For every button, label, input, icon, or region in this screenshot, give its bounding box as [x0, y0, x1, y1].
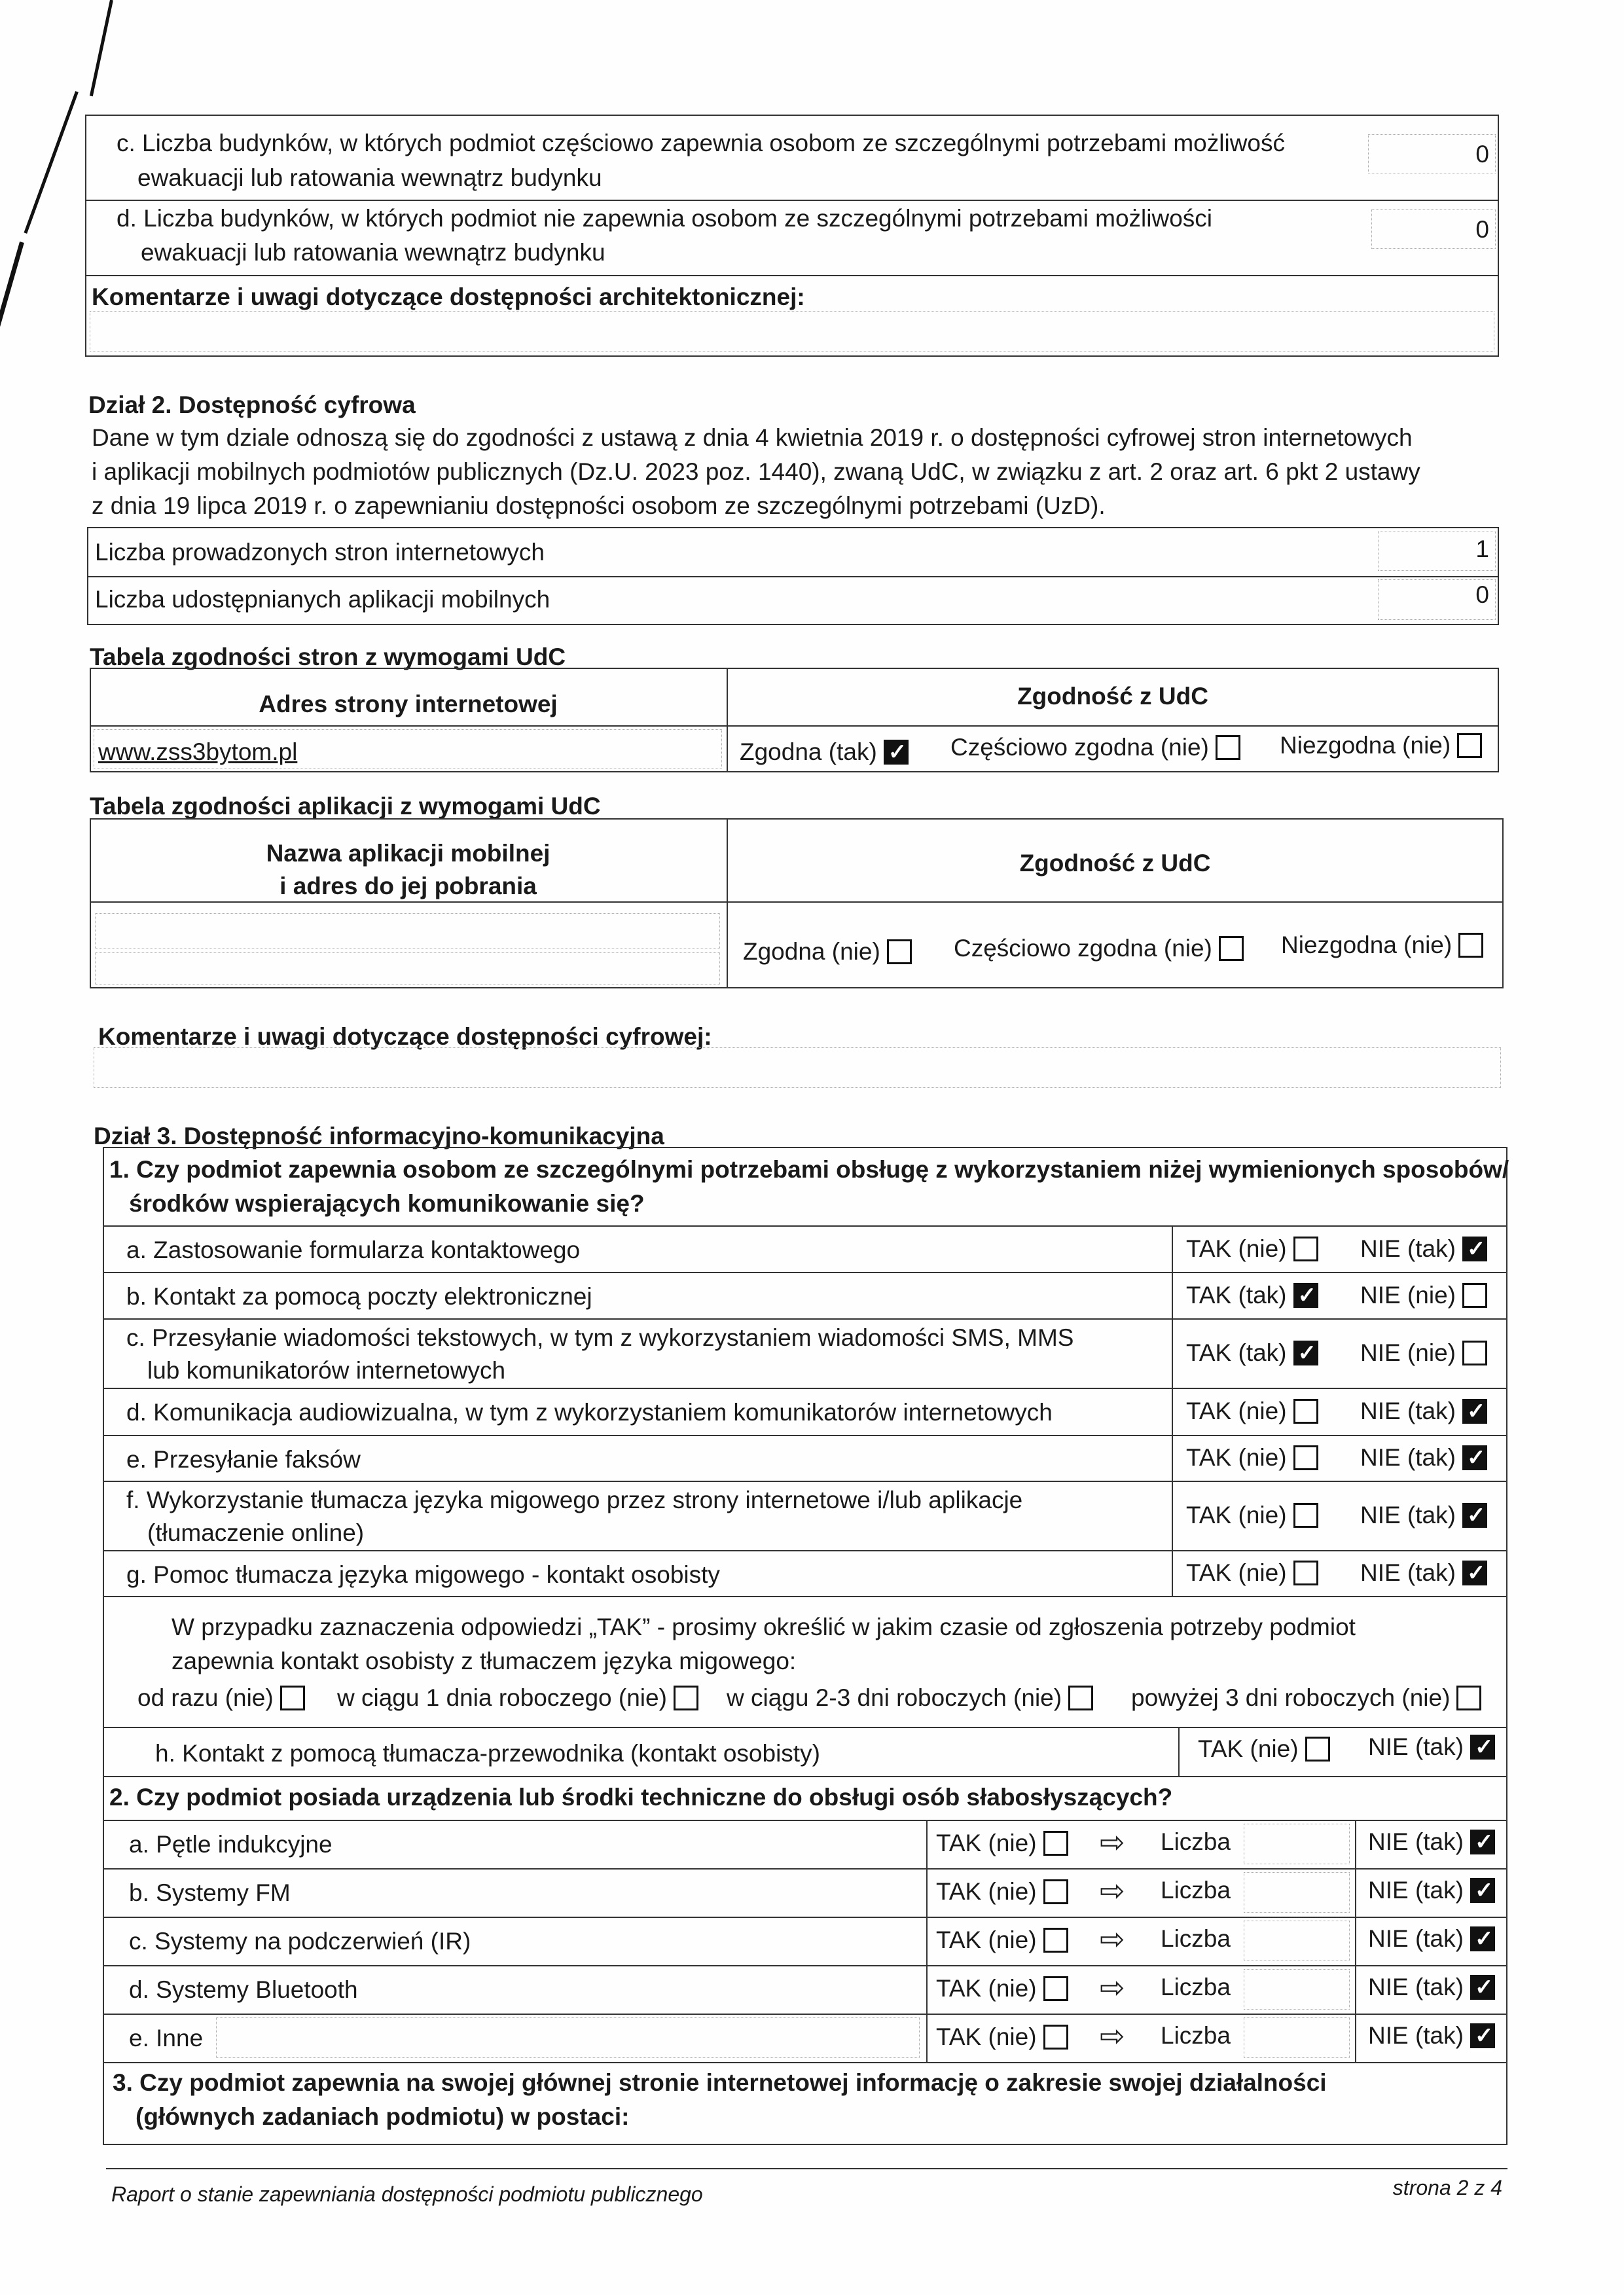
q1-row-label: d. Komunikacja audiowizualna, w tym z wykorzystaniem komunikatorów internetowych	[126, 1399, 1053, 1426]
q1-row-tak-label: TAK (tak)	[1186, 1281, 1287, 1309]
checkbox-checked-icon[interactable]	[1470, 1830, 1495, 1854]
q2-row-label: c. Systemy na podczerwień (IR)	[129, 1928, 471, 1955]
checkbox-checked-icon[interactable]	[1462, 1445, 1487, 1470]
q2-row-label: a. Pętle indukcyjne	[129, 1831, 333, 1858]
q1-row-tak-label: TAK (nie)	[1186, 1502, 1287, 1528]
checkbox-empty-icon[interactable]	[887, 939, 912, 964]
q1-row-nie-option[interactable]	[1360, 1396, 1487, 1427]
checkbox-checked-icon[interactable]	[1470, 1878, 1495, 1903]
checkbox-empty-icon[interactable]	[1462, 1341, 1487, 1365]
section2-intro-3: z dnia 19 lipca 2019 r. o zapewnianiu dostępności osobom ze szczególnymi potrzebami (UzD).	[92, 492, 1106, 519]
app-partial-label: Częściowo zgodna (nie)	[954, 935, 1212, 962]
q1-row-tak-label: TAK (nie)	[1186, 1559, 1287, 1586]
checkbox-checked-icon[interactable]	[1462, 1561, 1487, 1585]
h-row-nie-option[interactable]	[1368, 1731, 1495, 1763]
q1-row-nie-label: NIE (tak)	[1360, 1559, 1456, 1586]
q2-row-tak-label: TAK (nie)	[936, 1975, 1037, 2002]
checkbox-checked-icon[interactable]	[1462, 1399, 1487, 1424]
q1-row-nie-label: NIE (nie)	[1360, 1281, 1456, 1309]
web-noncompliant-option[interactable]	[1280, 730, 1482, 761]
app-table-title: Tabela zgodności aplikacji z wymogami UdC	[90, 793, 601, 820]
q2-row-nie-label: NIE (tak)	[1368, 1974, 1464, 2000]
h-row-nie-label: NIE (tak)	[1368, 1733, 1464, 1760]
q1-row-nie-option[interactable]	[1360, 1500, 1487, 1531]
checkbox-empty-icon[interactable]	[1043, 1879, 1068, 1904]
web-address[interactable]: www.zss3bytom.pl	[98, 738, 298, 765]
checkbox-checked-icon[interactable]	[1470, 1975, 1495, 2000]
checkbox-empty-icon[interactable]	[1458, 933, 1483, 958]
footer-title: Raport o stanie zapewniania dostępności podmiotu publicznego	[111, 2182, 703, 2206]
section2-heading: Dział 2. Dostępność cyfrowa	[88, 391, 416, 418]
checkbox-empty-icon[interactable]	[280, 1686, 305, 1710]
g-time-label: powyżej 3 dni roboczych (nie)	[1131, 1684, 1451, 1711]
checkbox-empty-icon[interactable]	[1293, 1503, 1318, 1528]
app-noncompliant-label: Niezgodna (nie)	[1281, 931, 1453, 958]
q2-row-tak-label: TAK (nie)	[936, 2023, 1037, 2050]
q2-count-field[interactable]	[1244, 1872, 1350, 1913]
q1-row-label: a. Zastosowanie formularza kontaktowego	[126, 1237, 581, 1263]
q1-row-label-cont: (tłumaczenie online)	[147, 1519, 365, 1546]
q2-row-tak-option[interactable]	[936, 1973, 1068, 2004]
q1-row-tak-option[interactable]	[1186, 1337, 1318, 1369]
app-noncompliant-option[interactable]	[1281, 930, 1483, 961]
websites-count-value: 1	[1475, 535, 1489, 562]
q2-count-label: Liczba	[1161, 1828, 1231, 1855]
checkbox-checked-icon[interactable]	[1470, 1926, 1495, 1951]
q2-count-field[interactable]	[1244, 1824, 1350, 1864]
checkbox-checked-icon[interactable]	[1470, 2023, 1495, 2048]
q2-count-label: Liczba	[1161, 1974, 1231, 2000]
app-col-compliance-header: Zgodność z UdC	[1019, 850, 1211, 876]
q2-row-tak-option[interactable]	[936, 1828, 1068, 1859]
checkbox-empty-icon[interactable]	[1293, 1561, 1318, 1585]
app-name-field[interactable]	[95, 913, 720, 949]
q1-row-nie-option[interactable]	[1360, 1337, 1487, 1369]
h-row-tak-label: TAK (nie)	[1198, 1735, 1299, 1762]
building-d-label-cont: ewakuacji lub ratowania wewnątrz budynku	[141, 239, 605, 266]
g-note-1: W przypadku zaznaczenia odpowiedzi „TAK” - prosimy określić w jakim czasie od zgłoszenia potrzeby podmiot	[171, 1614, 1356, 1640]
web-partial-label: Częściowo zgodna (nie)	[950, 734, 1209, 761]
g-time-label: w ciągu 1 dnia roboczego (nie)	[337, 1684, 667, 1711]
q2-count-field[interactable]	[1244, 2017, 1350, 2058]
q2-row-tak-option[interactable]	[936, 1876, 1068, 1907]
q2-row-tak-option[interactable]	[936, 1925, 1068, 1956]
web-partial-option[interactable]	[950, 732, 1240, 763]
q1-row-tak-option[interactable]	[1186, 1557, 1318, 1589]
building-c-label: c. Liczba budynków, w których podmiot częściowo zapewnia osobom ze szczególnymi potrzebami możliwość	[117, 130, 1285, 156]
building-d-value: 0	[1475, 216, 1489, 243]
section2-intro-2: i aplikacji mobilnych podmiotów publicznych (Dz.U. 2023 poz. 1440), zwaną UdC, w związku z art. 2 oraz art. 6 pkt 2 ustawy	[92, 458, 1420, 485]
app-compliant-option[interactable]	[743, 936, 912, 967]
checkbox-checked-icon[interactable]	[1470, 1735, 1495, 1760]
q2-row-label: b. Systemy FM	[129, 1879, 291, 1906]
web-noncompliant-label: Niezgodna (nie)	[1280, 732, 1451, 759]
building-d-label: d. Liczba budynków, w których podmiot nie zapewnia osobom ze szczególnymi potrzebami możliwości	[117, 205, 1212, 232]
checkbox-empty-icon[interactable]	[1293, 1399, 1318, 1424]
q2-row-nie-label: NIE (tak)	[1368, 1877, 1464, 1904]
checkbox-empty-icon[interactable]	[1219, 936, 1244, 961]
g-time-option[interactable]	[727, 1682, 1093, 1714]
q2-count-field[interactable]	[1244, 1969, 1350, 2010]
arrow-right-icon: ⇨	[1100, 1970, 1125, 2004]
checkbox-empty-icon[interactable]	[1305, 1737, 1330, 1762]
app-url-field[interactable]	[95, 952, 720, 985]
q2-row-nie-option[interactable]	[1368, 1875, 1495, 1906]
q1-text-1: 1. Czy podmiot zapewnia osobom ze szczególnymi potrzebami obsługę z wykorzystaniem niżej wymienionych sposobów/	[109, 1156, 1509, 1183]
q1-row-label: e. Przesyłanie faksów	[126, 1446, 361, 1473]
building-c-value: 0	[1475, 141, 1489, 168]
q1-row-tak-option[interactable]	[1186, 1233, 1318, 1265]
app-col-name-header-1: Nazwa aplikacji mobilnej	[266, 840, 550, 867]
web-col-compliance-header: Zgodność z UdC	[1017, 683, 1208, 710]
footer-page-number: strona 2 z 4	[1392, 2176, 1502, 2199]
checkbox-empty-icon[interactable]	[1043, 1976, 1068, 2001]
checkbox-empty-icon[interactable]	[1068, 1686, 1093, 1710]
footer-rule	[106, 2168, 1507, 2169]
q1-row-nie-option[interactable]	[1360, 1442, 1487, 1473]
q1-row-tak-option[interactable]	[1186, 1280, 1318, 1311]
q1-row-label-cont: lub komunikatorów internetowych	[147, 1357, 506, 1384]
arch-comments-field[interactable]	[90, 311, 1494, 352]
checkbox-checked-icon[interactable]	[884, 740, 909, 765]
digital-comments-label: Komentarze i uwagi dotyczące dostępności cyfrowej:	[98, 1023, 712, 1050]
checkbox-empty-icon[interactable]	[674, 1686, 698, 1710]
app-col-name-header-2: i adres do jej pobrania	[280, 873, 537, 899]
apps-count-label: Liczba udostępnianych aplikacji mobilnych	[95, 586, 550, 613]
q1-row-tak-option[interactable]	[1186, 1396, 1318, 1427]
checkbox-checked-icon[interactable]	[1462, 1503, 1487, 1528]
q2-row-nie-option[interactable]	[1368, 1826, 1495, 1858]
q1-row-label: f. Wykorzystanie tłumacza języka migowego przez strony internetowe i/lub aplikacje	[126, 1487, 1023, 1513]
q1-row-label: b. Kontakt za pomocą poczty elektronicznej	[126, 1283, 592, 1310]
app-partial-option[interactable]	[954, 933, 1244, 964]
g-time-option[interactable]	[137, 1682, 305, 1714]
web-compliant-label: Zgodna (tak)	[740, 738, 877, 765]
q2-row-nie-label: NIE (tak)	[1368, 2022, 1464, 2049]
q2-row-nie-label: NIE (tak)	[1368, 1828, 1464, 1855]
q3-text-2: (głównych zadaniach podmiotu) w postaci:	[135, 2103, 630, 2130]
q3-text-1: 3. Czy podmiot zapewnia na swojej głównej stronie internetowej informację o zakresie swojej działalności	[113, 2069, 1327, 2096]
pen-stroke-mark	[90, 0, 113, 96]
q2-row-nie-option[interactable]	[1368, 2020, 1495, 2051]
q2-row-nie-label: NIE (tak)	[1368, 1925, 1464, 1952]
checkbox-checked-icon[interactable]	[1293, 1283, 1318, 1308]
web-compliant-option[interactable]	[740, 736, 909, 768]
checkbox-empty-icon[interactable]	[1293, 1237, 1318, 1261]
checkbox-checked-icon[interactable]	[1293, 1341, 1318, 1365]
checkbox-empty-icon[interactable]	[1457, 733, 1482, 758]
q2-row-tak-label: TAK (nie)	[936, 1878, 1037, 1905]
q1-row-nie-label: NIE (tak)	[1360, 1398, 1456, 1424]
arrow-right-icon: ⇨	[1100, 2019, 1125, 2053]
q1-row-label: c. Przesyłanie wiadomości tekstowych, w tym z wykorzystaniem wiadomości SMS, MMS	[126, 1324, 1074, 1351]
q1-row-nie-label: NIE (nie)	[1360, 1339, 1456, 1366]
pen-stroke-mark	[0, 242, 24, 337]
q1-row-tak-label: TAK (tak)	[1186, 1339, 1287, 1366]
q1-text-2: środków wspierających komunikowanie się?	[129, 1190, 645, 1217]
q1-row-nie-label: NIE (tak)	[1360, 1235, 1456, 1262]
q2-text: 2. Czy podmiot posiada urządzenia lub środki techniczne do obsługi osób słabosłyszących?	[109, 1784, 1173, 1811]
arrow-right-icon: ⇨	[1100, 1922, 1125, 1956]
q2-row-label: e. Inne	[129, 2025, 204, 2051]
web-col-address-header: Adres strony internetowej	[259, 691, 558, 717]
q1-row-tak-option[interactable]	[1186, 1442, 1318, 1473]
q2-count-label: Liczba	[1161, 1877, 1231, 1904]
q1-row-tak-label: TAK (nie)	[1186, 1444, 1287, 1471]
checkbox-empty-icon[interactable]	[1043, 1831, 1068, 1856]
q1-row-nie-option[interactable]	[1360, 1233, 1487, 1265]
q1-row-label: g. Pomoc tłumacza języka migowego - kontakt osobisty	[126, 1561, 720, 1588]
other-device-field[interactable]	[216, 2017, 920, 2058]
g-time-label: od razu (nie)	[137, 1684, 274, 1711]
g-time-label: w ciągu 2-3 dni roboczych (nie)	[727, 1684, 1062, 1711]
checkbox-empty-icon[interactable]	[1043, 2025, 1068, 2050]
arch-comments-label: Komentarze i uwagi dotyczące dostępności architektonicznej:	[92, 283, 805, 310]
q2-row-nie-option[interactable]	[1368, 1923, 1495, 1955]
g-note-2: zapewnia kontakt osobisty z tłumaczem języka migowego:	[171, 1648, 797, 1674]
q2-row-tak-option[interactable]	[936, 2021, 1068, 2053]
g-time-option[interactable]	[337, 1682, 698, 1714]
section3-heading: Dział 3. Dostępność informacyjno-komunikacyjna	[94, 1123, 664, 1149]
q1-row-nie-option[interactable]	[1360, 1280, 1487, 1311]
q1-row-tak-label: TAK (nie)	[1186, 1398, 1287, 1424]
q1-row-tak-option[interactable]	[1186, 1500, 1318, 1531]
checkbox-empty-icon[interactable]	[1462, 1283, 1487, 1308]
h-row-tak-option[interactable]	[1198, 1733, 1330, 1765]
section2-intro-1: Dane w tym dziale odnoszą się do zgodności z ustawą z dnia 4 kwietnia 2019 r. o dostępności cyfrowej stron internetowych	[92, 424, 1413, 451]
q2-row-label: d. Systemy Bluetooth	[129, 1976, 358, 2003]
q1-row-nie-option[interactable]	[1360, 1557, 1487, 1589]
arrow-right-icon: ⇨	[1100, 1825, 1125, 1859]
arrow-right-icon: ⇨	[1100, 1873, 1125, 1907]
checkbox-empty-icon[interactable]	[1293, 1445, 1318, 1470]
q2-count-field[interactable]	[1244, 1921, 1350, 1961]
q2-row-tak-label: TAK (nie)	[936, 1830, 1037, 1856]
pen-stroke-mark	[24, 91, 78, 234]
q2-count-label: Liczba	[1161, 1925, 1231, 1952]
g-time-option[interactable]	[1131, 1682, 1481, 1714]
q2-row-nie-option[interactable]	[1368, 1972, 1495, 2003]
building-c-label-cont: ewakuacji lub ratowania wewnątrz budynku	[137, 164, 602, 191]
checkbox-empty-icon[interactable]	[1456, 1686, 1481, 1710]
web-table-title: Tabela zgodności stron z wymogami UdC	[90, 643, 566, 670]
checkbox-empty-icon[interactable]	[1043, 1928, 1068, 1953]
q2-count-label: Liczba	[1161, 2022, 1231, 2049]
q1-row-nie-label: NIE (tak)	[1360, 1444, 1456, 1471]
websites-count-label: Liczba prowadzonych stron internetowych	[95, 539, 545, 566]
q1-row-tak-label: TAK (nie)	[1186, 1235, 1287, 1262]
h-row-label: h. Kontakt z pomocą tłumacza-przewodnika (kontakt osobisty)	[155, 1740, 820, 1767]
q2-row-tak-label: TAK (nie)	[936, 1926, 1037, 1953]
digital-comments-field[interactable]	[94, 1047, 1501, 1088]
app-compliant-label: Zgodna (nie)	[743, 938, 880, 965]
apps-count-value: 0	[1475, 581, 1489, 608]
checkbox-checked-icon[interactable]	[1462, 1237, 1487, 1261]
q1-row-nie-label: NIE (tak)	[1360, 1502, 1456, 1528]
checkbox-empty-icon[interactable]	[1216, 735, 1240, 760]
